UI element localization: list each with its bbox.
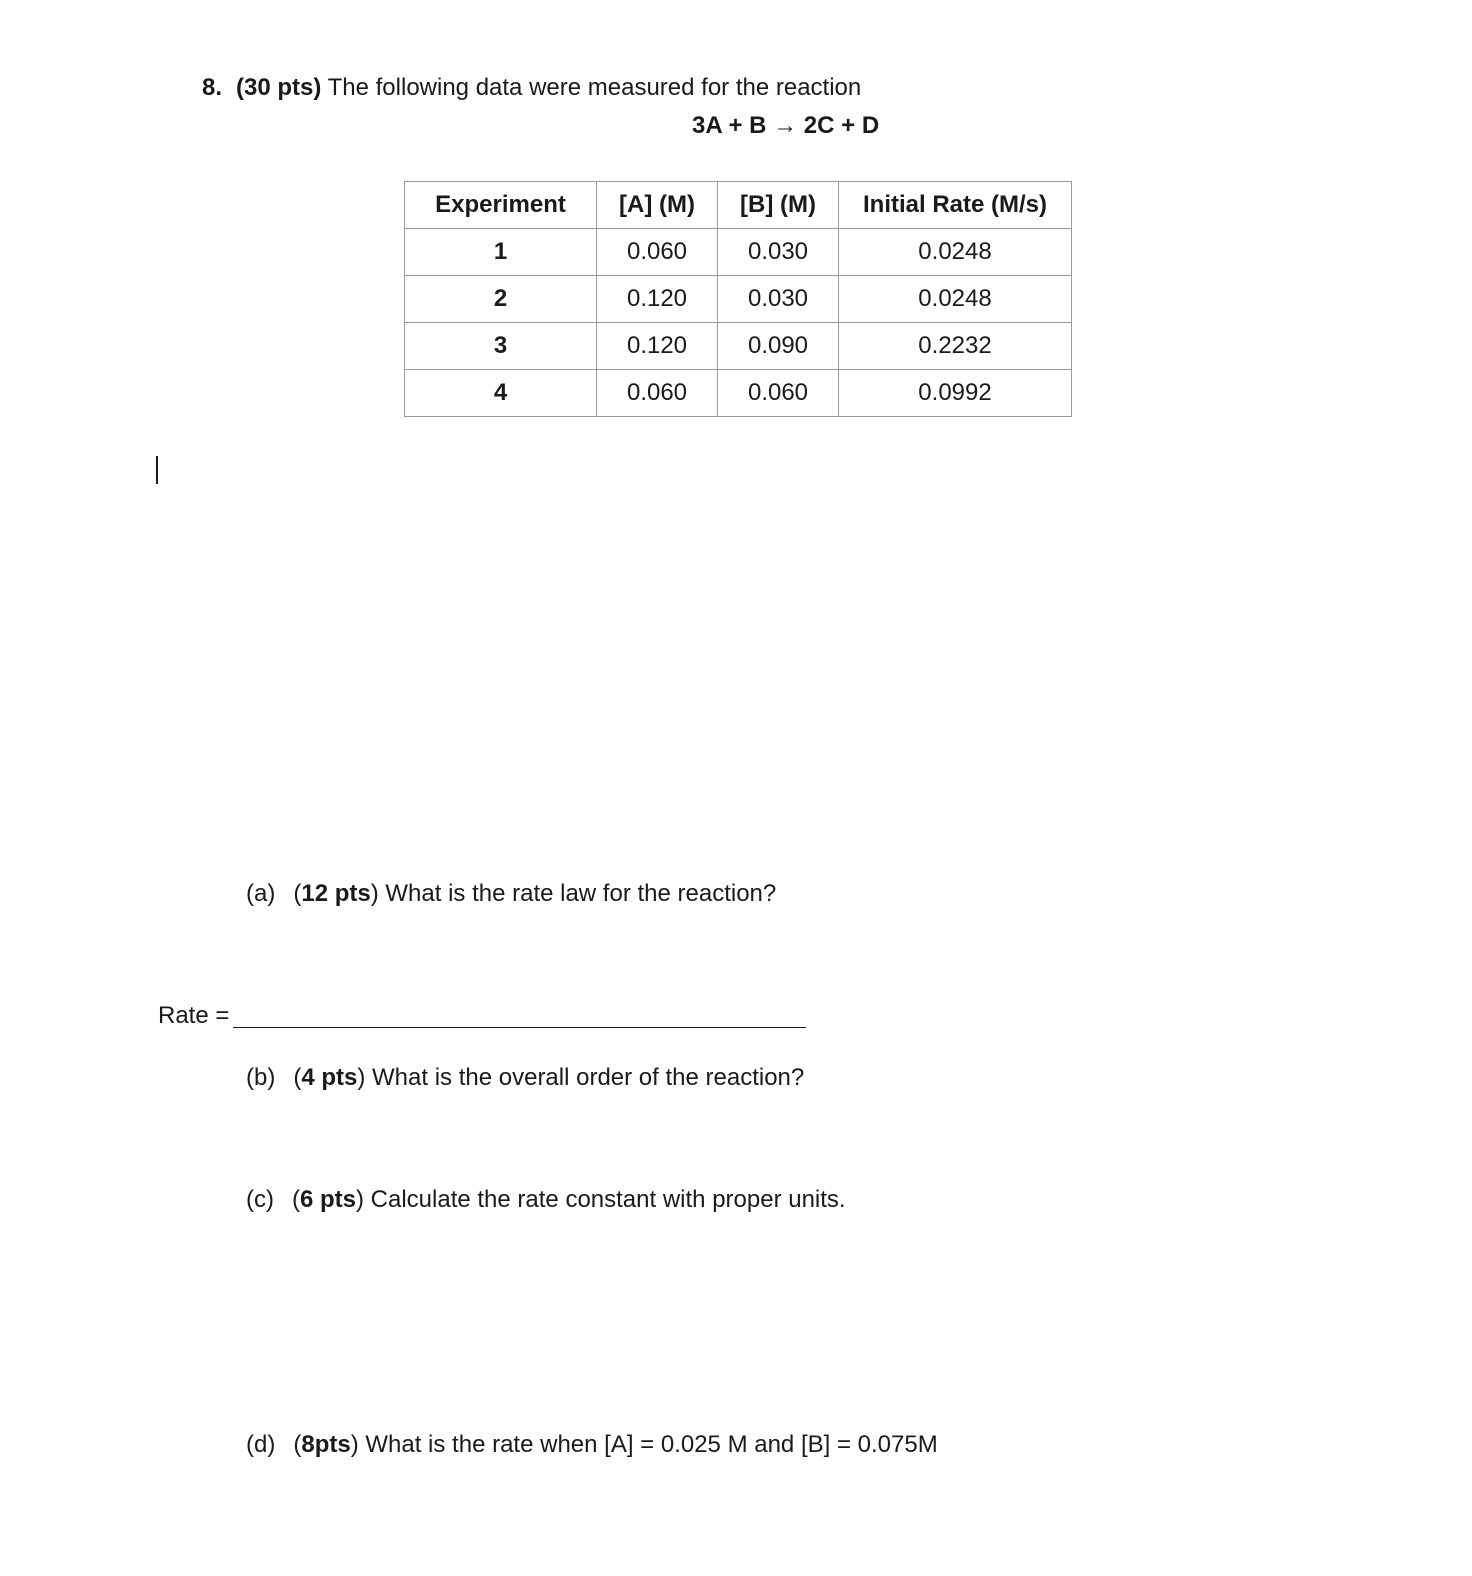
part-d-letter: (d) bbox=[246, 1431, 276, 1458]
part-d-paren-close: ) bbox=[350, 1431, 359, 1458]
part-a-question bbox=[246, 878, 776, 910]
part-d-question bbox=[246, 1429, 938, 1461]
cell-experiment: 1 bbox=[405, 229, 597, 276]
cell-initial-rate: 0.0248 bbox=[839, 276, 1072, 323]
rate-answer-blank[interactable] bbox=[233, 1027, 806, 1028]
cell-initial-rate: 0.0248 bbox=[839, 229, 1072, 276]
text-cursor bbox=[156, 456, 158, 484]
part-b-paren-close: ) bbox=[357, 1064, 366, 1091]
cell-concentration-b: 0.090 bbox=[718, 323, 839, 370]
cell-initial-rate: 0.2232 bbox=[839, 323, 1072, 370]
part-b-points: 4 pts bbox=[301, 1064, 358, 1091]
reaction-equation: 3A + B → 2C + D bbox=[692, 112, 880, 139]
part-c-text: Calculate the rate constant with proper units. bbox=[364, 1186, 846, 1213]
part-a-letter: (a) bbox=[246, 880, 276, 907]
cell-initial-rate: 0.0992 bbox=[839, 370, 1072, 417]
part-b-letter: (b) bbox=[246, 1064, 276, 1091]
part-d-points: 8pts bbox=[301, 1431, 351, 1458]
part-c-question bbox=[246, 1184, 846, 1216]
part-b-question bbox=[246, 1062, 804, 1094]
table-row bbox=[405, 229, 1072, 276]
part-c-paren-close: ) bbox=[356, 1186, 364, 1213]
question-intro: The following data were measured for the reaction bbox=[321, 74, 862, 101]
cell-concentration-b: 0.030 bbox=[718, 229, 839, 276]
part-a-points: 12 pts bbox=[301, 880, 371, 907]
cell-concentration-a: 0.120 bbox=[597, 323, 718, 370]
table-row bbox=[405, 370, 1072, 417]
cell-concentration-a: 0.060 bbox=[597, 229, 718, 276]
table-header-row bbox=[405, 182, 1072, 229]
question-header bbox=[202, 72, 861, 104]
part-a-paren-open: ( bbox=[293, 880, 302, 907]
table-row bbox=[405, 276, 1072, 323]
cell-concentration-a: 0.060 bbox=[597, 370, 718, 417]
header-experiment: Experiment bbox=[405, 182, 597, 229]
part-b-paren-open: ( bbox=[293, 1064, 302, 1091]
rate-answer-label: Rate = bbox=[158, 1002, 230, 1029]
header-initial-rate: Initial Rate (M/s) bbox=[839, 182, 1072, 229]
cell-concentration-a: 0.120 bbox=[597, 276, 718, 323]
part-c-paren-open: ( bbox=[291, 1186, 300, 1213]
question-number: 8. bbox=[202, 74, 223, 101]
header-concentration-b: [B] (M) bbox=[718, 182, 839, 229]
part-d-text: What is the rate when [A] = 0.025 M and [B] = 0.075M bbox=[358, 1431, 938, 1458]
part-a-text: What is the rate law for the reaction? bbox=[378, 880, 777, 907]
cell-concentration-b: 0.030 bbox=[718, 276, 839, 323]
part-c-points: 6 pts bbox=[299, 1186, 356, 1213]
question-points: (30 pts) bbox=[236, 74, 322, 101]
cell-experiment: 4 bbox=[405, 370, 597, 417]
cell-concentration-b: 0.060 bbox=[718, 370, 839, 417]
part-d-paren-open: ( bbox=[293, 1431, 302, 1458]
cell-experiment: 3 bbox=[405, 323, 597, 370]
cell-experiment: 2 bbox=[405, 276, 597, 323]
part-b-text: What is the overall order of the reaction? bbox=[365, 1064, 805, 1091]
part-c-letter: (c) bbox=[246, 1186, 274, 1213]
rate-data-table bbox=[404, 181, 1072, 417]
table-row bbox=[405, 323, 1072, 370]
header-concentration-a: [A] (M) bbox=[597, 182, 718, 229]
part-a-paren-close: ) bbox=[370, 880, 379, 907]
